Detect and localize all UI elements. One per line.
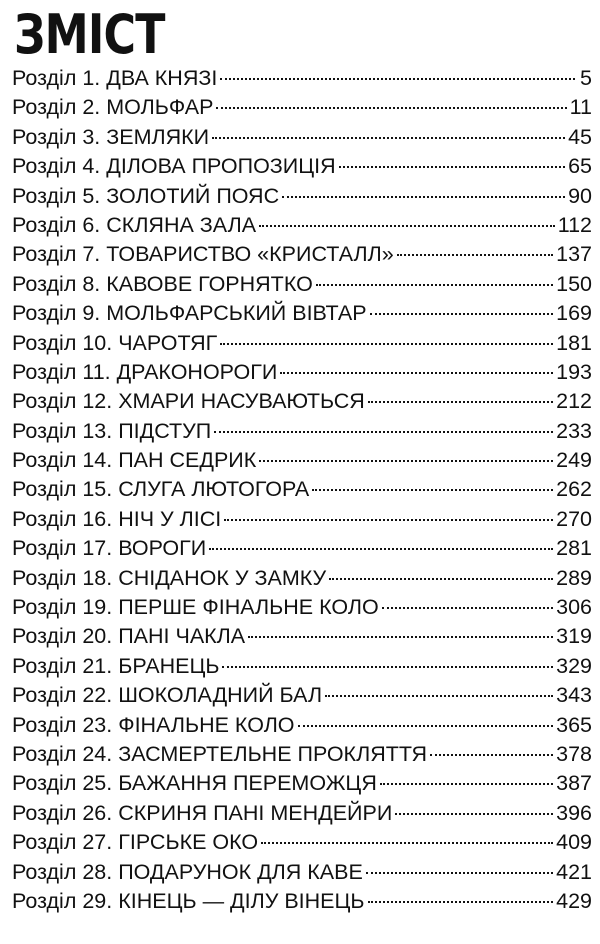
dot-leader	[220, 342, 553, 345]
dot-leader	[397, 253, 553, 256]
toc-entry[interactable]	[12, 93, 592, 122]
toc-entry[interactable]	[12, 593, 592, 622]
chapter-title: КІНЕЦЬ — ДІЛУ ВІНЕЦЬ	[118, 888, 365, 913]
chapter-title: СНІДАНОК У ЗАМКУ	[118, 565, 327, 590]
chapter-title: ПАН СЕДРИК	[118, 448, 257, 473]
chapter-number: Розділ 7.	[12, 242, 101, 267]
dot-leader	[259, 459, 553, 462]
chapter-title: ШОКОЛАДНИЙ БАЛ	[118, 683, 323, 708]
page-number: 233	[556, 418, 592, 443]
dot-leader	[261, 841, 553, 844]
page-number: 112	[557, 212, 592, 237]
page-number: 319	[556, 624, 592, 649]
dot-leader	[280, 371, 553, 374]
chapter-title: ДІЛОВА ПРОПОЗИЦІЯ	[106, 154, 336, 179]
page-number: 150	[556, 271, 592, 296]
dot-leader	[224, 518, 553, 521]
dot-leader	[339, 165, 565, 168]
page-number: 289	[556, 565, 592, 590]
chapter-number: Розділ 17.	[12, 536, 113, 561]
chapter-number: Розділ 27.	[12, 830, 113, 855]
toc-entry[interactable]	[12, 534, 592, 563]
toc-entry[interactable]	[12, 446, 592, 475]
toc-entry[interactable]	[12, 858, 592, 887]
toc-entry[interactable]	[12, 417, 592, 446]
chapter-title: НІЧ У ЛІСІ	[118, 506, 222, 531]
dot-leader	[212, 136, 565, 139]
toc-entry[interactable]	[12, 152, 592, 181]
toc-entry[interactable]	[12, 652, 592, 681]
dot-leader	[316, 283, 553, 286]
chapter-number: Розділ 11.	[12, 359, 111, 384]
toc-entry[interactable]	[12, 270, 592, 299]
chapter-title: ПІДСТУП	[118, 418, 212, 443]
chapter-title: МОЛЬФАРСЬКИЙ ВІВТАР	[106, 301, 367, 326]
chapter-title: ЗОЛОТИЙ ПОЯС	[106, 183, 280, 208]
dot-leader	[380, 782, 553, 785]
page-number: 281	[556, 536, 592, 561]
dot-leader	[368, 400, 553, 403]
toc-entry[interactable]	[12, 329, 592, 358]
toc-entry[interactable]	[12, 799, 592, 828]
dot-leader	[395, 812, 553, 815]
toc-entry[interactable]	[12, 769, 592, 798]
chapter-number: Розділ 1.	[12, 66, 101, 90]
chapter-title: ВОРОГИ	[118, 536, 207, 561]
dot-leader	[312, 488, 553, 491]
toc-list	[12, 64, 592, 916]
toc-entry[interactable]	[12, 505, 592, 534]
page-number: 429	[556, 888, 592, 913]
chapter-title: ТОВАРИСТВО «КРИСТАЛЛ»	[106, 242, 394, 267]
chapter-number: Розділ 3.	[12, 124, 101, 149]
chapter-title: СКЛЯНА ЗАЛА	[106, 212, 257, 237]
chapter-number: Розділ 13.	[12, 418, 113, 443]
dot-leader	[282, 195, 565, 198]
dot-leader	[368, 900, 554, 903]
dot-leader	[222, 665, 553, 668]
chapter-number: Розділ 16.	[12, 506, 113, 531]
chapter-title: ЗАСМЕРТЕЛЬНЕ ПРОКЛЯТТЯ	[118, 741, 428, 766]
page-number: 181	[556, 330, 592, 355]
page-number: 249	[556, 448, 592, 473]
chapter-title: БРАНЕЦЬ	[118, 653, 220, 678]
toc-entry[interactable]	[12, 887, 592, 916]
chapter-number: Розділ 6.	[12, 212, 101, 237]
chapter-number: Розділ 24.	[12, 741, 113, 766]
chapter-number: Розділ 8.	[12, 271, 101, 296]
page-number: 262	[556, 477, 592, 502]
page-number: 45	[568, 124, 592, 149]
chapter-number: Розділ 22.	[12, 683, 113, 708]
page-number: 270	[556, 506, 592, 531]
chapter-title: ХМАРИ НАСУВАЮТЬСЯ	[118, 389, 365, 414]
toc-entry[interactable]	[12, 828, 592, 857]
chapter-title: БАЖАННЯ ПЕРЕМОЖЦЯ	[118, 771, 377, 796]
page-number: 387	[556, 771, 592, 796]
dot-leader	[209, 547, 553, 550]
chapter-number: Розділ 2.	[12, 95, 101, 120]
toc-entry[interactable]	[12, 211, 592, 240]
chapter-number: Розділ 26.	[12, 800, 113, 825]
dot-leader	[370, 312, 554, 315]
chapter-number: Розділ 20.	[12, 624, 113, 649]
chapter-number: Розділ 12.	[12, 389, 113, 414]
toc-entry[interactable]	[12, 740, 592, 769]
chapter-number: Розділ 9.	[12, 301, 101, 326]
chapter-title: ФІНАЛЬНЕ КОЛО	[118, 712, 295, 737]
dot-leader	[366, 871, 553, 874]
toc-entry[interactable]	[12, 622, 592, 651]
chapter-number: Розділ 25.	[12, 771, 113, 796]
page-number: 378	[556, 741, 592, 766]
chapter-title: ПОДАРУНОК ДЛЯ КАВЕ	[118, 859, 363, 884]
dot-leader	[298, 724, 554, 727]
dot-leader	[248, 635, 553, 638]
chapter-number: Розділ 10.	[12, 330, 113, 355]
dot-leader	[325, 694, 553, 697]
page-number: 11	[569, 95, 592, 120]
chapter-title: ЧАРОТЯГ	[118, 330, 218, 355]
page-number: 306	[556, 595, 592, 620]
chapter-number: Розділ 28.	[12, 859, 113, 884]
chapter-title: ПАНІ ЧАКЛА	[118, 624, 246, 649]
dot-leader	[214, 430, 553, 433]
page-number: 396	[556, 800, 592, 825]
chapter-title: МОЛЬФАР	[106, 95, 214, 120]
chapter-number: Розділ 4.	[12, 154, 101, 179]
page-number: 5	[580, 66, 592, 90]
dot-leader	[220, 77, 575, 80]
chapter-number: Розділ 18.	[12, 565, 113, 590]
toc-entry[interactable]	[12, 240, 592, 269]
toc-entry[interactable]	[12, 387, 592, 416]
chapter-title: ПЕРШЕ ФІНАЛЬНЕ КОЛО	[118, 595, 379, 620]
page-number: 365	[556, 712, 592, 737]
chapter-number: Розділ 15.	[12, 477, 113, 502]
toc-entry[interactable]	[12, 64, 592, 93]
chapter-number: Розділ 14.	[12, 448, 113, 473]
page-number: 212	[556, 389, 592, 414]
page-number: 329	[556, 653, 592, 678]
chapter-number: Розділ 29.	[12, 888, 113, 913]
chapter-title: ЗЕМЛЯКИ	[106, 124, 210, 149]
chapter-title: СКРИНЯ ПАНІ МЕНДЕЙРИ	[118, 800, 393, 825]
page-title: ЗМІСТ	[14, 3, 165, 66]
page-number: 193	[556, 359, 592, 384]
dot-leader	[329, 577, 553, 580]
page-number: 65	[568, 154, 592, 179]
page-number: 137	[556, 242, 592, 267]
dot-leader	[216, 106, 566, 109]
page-number: 421	[556, 859, 592, 884]
chapter-number: Розділ 21.	[12, 653, 113, 678]
chapter-title: КАВОВЕ ГОРНЯТКО	[106, 271, 313, 296]
toc-entry[interactable]	[12, 123, 592, 152]
chapter-title: ДРАКОНОРОГИ	[116, 359, 278, 384]
chapter-number: Розділ 23.	[12, 712, 113, 737]
page-number: 90	[568, 183, 592, 208]
chapter-title: СЛУГА ЛЮТОГОРА	[118, 477, 310, 502]
chapter-number: Розділ 5.	[12, 183, 101, 208]
page-number: 343	[556, 683, 592, 708]
page-number: 169	[556, 301, 592, 326]
toc-entry[interactable]	[12, 299, 592, 328]
toc-entry[interactable]	[12, 358, 592, 387]
toc-entry[interactable]	[12, 711, 592, 740]
toc-entry[interactable]	[12, 681, 592, 710]
chapter-title: ДВА КНЯЗІ	[106, 66, 218, 90]
dot-leader	[382, 606, 553, 609]
toc-entry[interactable]	[12, 182, 592, 211]
page-number: 409	[556, 830, 592, 855]
chapter-number: Розділ 19.	[12, 595, 113, 620]
dot-leader	[430, 753, 553, 756]
toc-entry[interactable]	[12, 564, 592, 593]
toc-entry[interactable]	[12, 475, 592, 504]
chapter-title: ГІРСЬКЕ ОКО	[118, 830, 259, 855]
dot-leader	[259, 224, 555, 227]
